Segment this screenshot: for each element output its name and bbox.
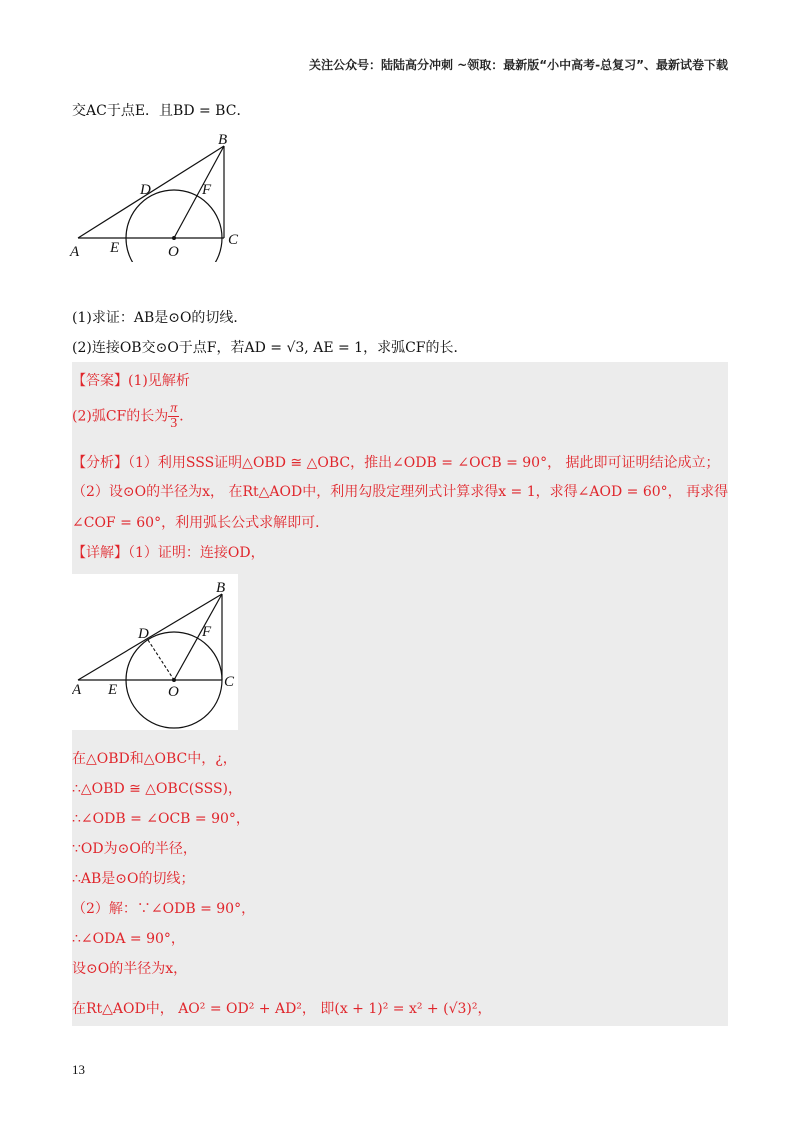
detail-step-1: 在△OBD和△OBC中，¿， (72, 751, 237, 767)
label-d: D (138, 626, 149, 642)
detail-step-9: 在Rt△AOD中， AO² = OD² + AD²， 即(x + 1)² = x² + (√3)²， (72, 1001, 492, 1017)
detail-step-7: ∴∠ODA = 90°， (72, 931, 185, 947)
label-f: F (202, 182, 212, 198)
label-a: A (72, 682, 82, 698)
geometry-figure-2 (72, 574, 238, 730)
detail-step-2: ∴△OBD ≅ △OBC(SSS)， (72, 781, 243, 797)
segment-ob (174, 146, 224, 238)
label-b: B (216, 580, 226, 596)
center-o (172, 236, 176, 240)
label-e: E (108, 682, 118, 698)
detail-step-6: （2）解：∵∠ODB = 90°， (72, 901, 256, 917)
label-o: O (168, 244, 179, 260)
page-number: 13 (72, 1062, 85, 1077)
problem-line-0: 交AC于点E．且BD = BC． (72, 103, 251, 119)
page-header: 关注公众号：陆陆高分冲刺 ~领取：最新版“小中高考-总复习”、最新试卷下载 (309, 58, 728, 72)
detail-step-3: ∴∠ODB = ∠OCB = 90°， (72, 811, 250, 827)
detail-step-8: 设⊙O的半径为x， (72, 961, 188, 977)
label-f: F (202, 624, 212, 640)
analysis-line-2: （2）设⊙O的半径为x， 在Rt△AOD中，利用勾股定理列式计算求得x = 1，求得∠AOD = 60°， 再求得 (72, 484, 729, 500)
center-o (172, 678, 176, 682)
label-e: E (110, 240, 120, 256)
label-o: O (168, 684, 179, 700)
analysis-line-1: 【分析】（1）利用SSS证明△OBD ≅ △OBC，推出∠ODB = ∠OCB = 90°， 据此即可证明结论成立； (72, 455, 720, 471)
label-b: B (218, 132, 228, 148)
geometry-figure-1 (60, 132, 260, 262)
answer-prefix: (2)弧CF的长为 (72, 408, 169, 425)
answer-suffix: ． (179, 408, 194, 425)
detail-title: 【详解】（1）证明：连接OD， (72, 545, 265, 561)
label-c: C (224, 674, 235, 690)
analysis-line-3: ∠COF = 60°，利用弧长公式求解即可． (72, 515, 330, 531)
question-2: (2)连接OB交⊙O于点F，若AD = √3, AE = 1，求弧CF的长． (72, 340, 468, 356)
fraction-denominator: 3 (170, 416, 178, 431)
detail-step-5: ∴AB是⊙O的切线； (72, 871, 195, 887)
label-a: A (70, 244, 80, 260)
question-1: (1)求证：AB是⊙O的切线． (72, 310, 248, 326)
fraction-numerator: π (170, 401, 178, 416)
detail-step-4: ∵OD为⊙O的半径， (72, 841, 197, 857)
label-c: C (228, 232, 239, 248)
answer-line-2 (72, 402, 193, 431)
answer-fraction (168, 402, 179, 431)
label-d: D (140, 182, 151, 198)
answer-line-1: 【答案】(1)见解析 (72, 373, 190, 389)
